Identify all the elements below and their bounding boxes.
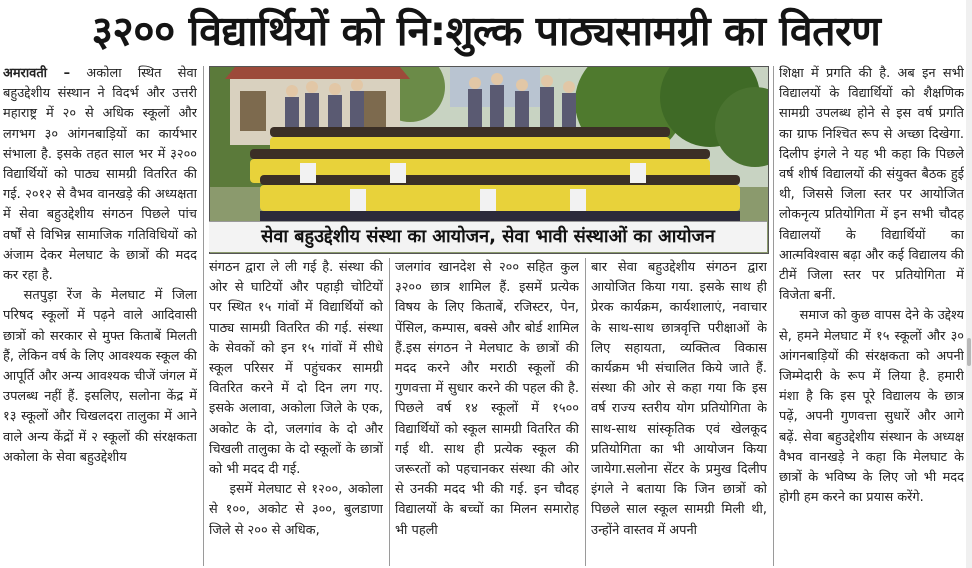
paragraph: शिक्षा में प्रगति की है. अब इन सभी विद्यालयों के विद्यार्थियों को शैक्षणिक सामग्री उपलब्ध होने से इस वर्ष प्रगति का ग्राफ निश्चित रूप से अच्छा दिखेगा. दिलीप इंगले ने यह भी कहा कि पिछले वर्ष शीर्ष विद्यालयों की संयुक्त बैठक हुई थी, जिससे जिला स्तर पर आयोजित लोकनृत्य प्रतियोगिता में इन सभी चौदह विद्यालयों के विद्यार्थियों का आत्मविश्वास बढ़ा और कई विद्यालय की टीमें जिला स्तर पर प्रतियोगिता में विजेता बनीं. — [779, 66, 964, 304]
article-column-5 — [779, 64, 964, 566]
paragraph-text: अकोला स्थित सेवा बहुउद्देशीय संस्थान ने विदर्भ और उत्तरी महाराष्ट्र में २० से अधिक स्कूलों और लगभग ३० आंगनबाड़ियों का कार्यभार संभाला है. इसके तहत साल भर में ३२०० विद्यार्थियों को पाठ्य सामग्री वितरित की गई. २०१२ से वैभव वानखड़े की अध्यक्षता में सेवा बहुउद्देशीय संगठन पिछले पांच वर्षों से विभिन्न सामाजिक गतिविधियों को अंजाम देकर मेलघाट के छात्रों की मदद कर रहा है. — [3, 66, 197, 284]
page-scrollbar[interactable] — [966, 0, 972, 568]
paragraph: सतपुड़ा रेंज के मेलघाट में जिला परिषद स्कूलों में पढ़ने वाले आदिवासी छात्रों को सरकार से मुफ्त किताबें मिलती हैं, लेकिन वर्ष के लिए आवश्यक स्कूल की आपूर्ति और अन्य आवश्यक चीजें जंगल में उपलब्ध नहीं हैं. इसलिए, सलोना केंद्र में १३ स्कूलों और चिखलदरा तालुका में आने वाले अन्य केंद्रों में २ स्कूलों की संरक्षकता अकोला के सेवा बहुउद्देशीय — [3, 288, 197, 465]
column-rule — [773, 66, 774, 566]
column-rule — [203, 66, 204, 566]
article-column-3 — [395, 258, 579, 566]
paragraph: संगठन द्वारा ले ली गई है. संस्था की ओर से घाटियों और पहाड़ी चोटियों पर स्थित १५ गांवों में विद्यार्थियों को पाठ्य सामग्री वितरित की गई. संस्था के सेवकों को इन १५ गांवों में सीधे स्कूल परिसर में पहुंचकर सामग्री वितरित करने में दो दिन लग गए. इसके अलावा, अकोला जिले के एक, अकोट के दो, जलगांव के दो और चिखली तालुका के दो स्कूलों के छात्रों को भी मदद दी गई. — [209, 260, 383, 478]
article-column-2 — [209, 258, 383, 566]
scrollbar-thumb[interactable] — [967, 338, 971, 366]
paragraph: बार सेवा बहुउद्देशीय संगठन द्वारा आयोजित किया गया. इसके साथ ही प्रेरक कार्यक्रम, कार्यशालाएं, नवाचार के साथ-साथ छात्रवृत्ति परीक्षाओं के लिए सहायता, व्यक्तित्व विकास कार्यक्रम भी संचालित किये जाते हैं. संस्था की ओर से कहा गया कि इस वर्ष राज्य स्तरीय योग प्रतियोगिता के साथ-साथ सांस्कृतिक एवं खेलकूद प्रतियोगिता का भी आयोजन किया जायेगा.सलोना सेंटर के प्रमुख दिलीप इंगले ने बताया कि जिन छात्रों को पिछले साल स्कूल सामग्री मिली थी, उन्होंने वास्तव में अपनी — [591, 260, 767, 538]
headline: ३२०० विद्यार्थियों को नि:शुल्क पाठ्यसामग्री का वितरण — [91, 7, 881, 55]
photo-caption: सेवा बहुउद्देशीय संस्था का आयोजन, सेवा भावी संस्थाओं का आयोजन — [209, 222, 767, 252]
article-column-4 — [591, 258, 767, 566]
paragraph: समाज को कुछ वापस देने के उद्देश्य से, हमने मेलघाट में १५ स्कूलों और ३० आंगनबाड़ियों की संरक्षकता को अपनी जिम्मेदारी के रूप में लिया है. हमारी मंशा है कि इस पूरे विद्यालय के छात्र पढ़ें, अपनी गुणवत्ता सुधारें और आगे बढ़ें. सेवा बहुउद्देशीय संस्थान के अध्यक्ष वैभव वानखड़े ने कहा कि मेलघाट के छात्रों के भविष्य के लिए जो भी मदद होगी हम करने का प्रयास करेंगे. — [779, 308, 964, 506]
dateline: अमरावती – — [3, 66, 71, 81]
paragraph — [3, 64, 197, 286]
column-rule — [389, 258, 390, 566]
column-rule — [585, 258, 586, 566]
paragraph: जलगांव खानदेश से २०० सहित कुल ३२०० छात्र शामिल हैं. इसमें प्रत्येक विषय के लिए किताबें, रजिस्टर, पेन, पेंसिल, कम्पास, बक्से और बोर्ड शामिल हैं.इस संगठन ने मेलघाट के छात्रों की मदद करने और मराठी स्कूलों की गुणवत्ता में सुधार करने की पहल की है. पिछले वर्ष १४ स्कूलों में १५०० विद्यार्थियों को स्कूल सामग्री वितरित की गई थी. साथ ही प्रत्येक स्कूल की जरूरतों को पहचानकर संस्था की ओर से उनकी मदद भी की गई. इन चौदह विद्यालयों के बच्चों का मिलन समारोह भी पहली — [395, 260, 579, 538]
paragraph: इसमें मेलघाट से १२००, अकोला से १००, अकोट से ३००, बुलडाणा जिले से २०० से अधिक, — [209, 482, 383, 538]
article-column-1 — [3, 64, 197, 566]
